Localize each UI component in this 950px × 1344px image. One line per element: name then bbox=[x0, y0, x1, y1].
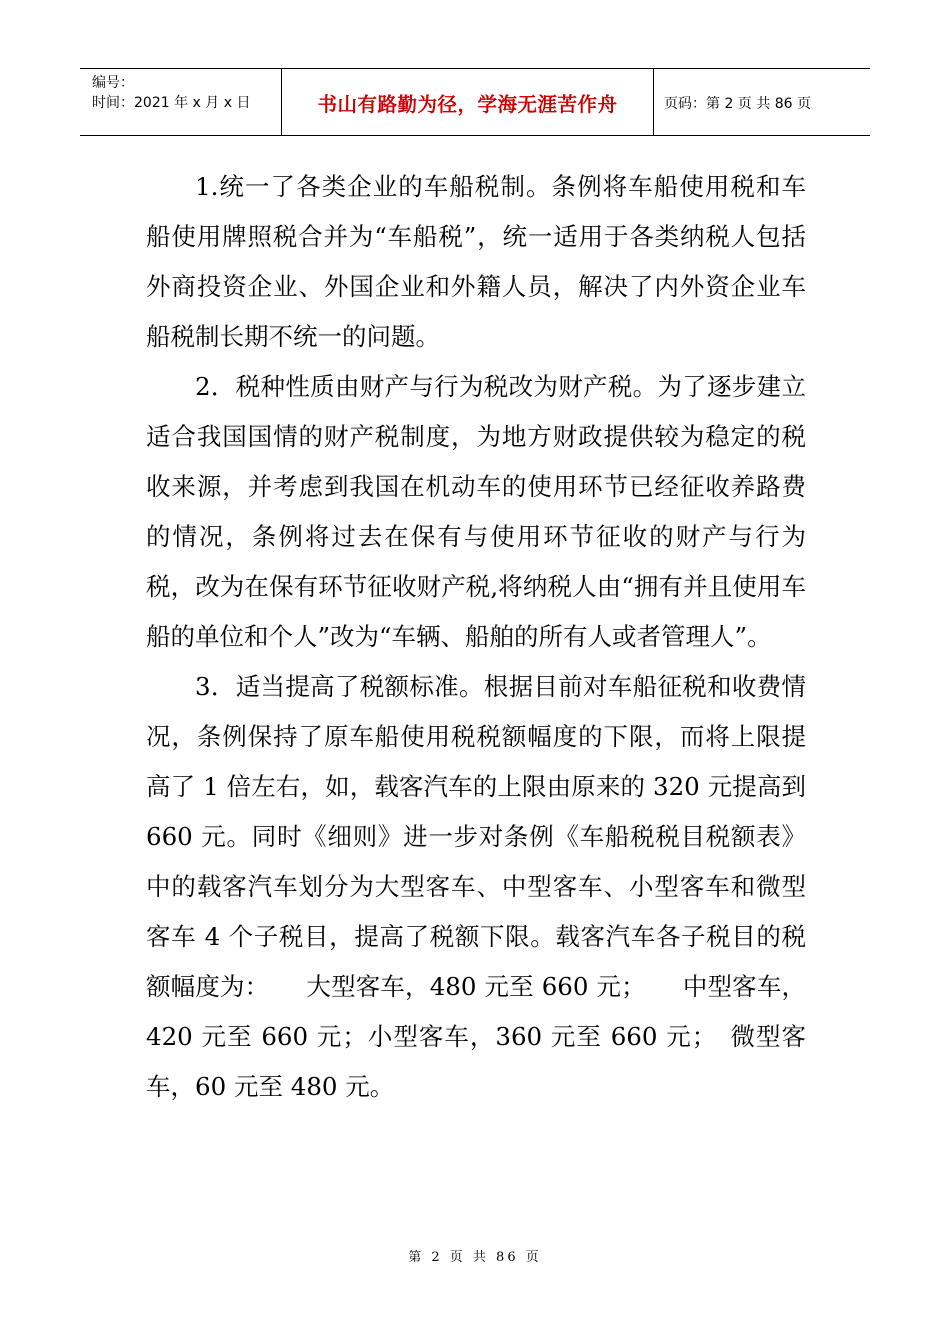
paragraph-1: 1.统一了各类企业的车船税制。条例将车船使用税和车船使用牌照税合并为“车船税”，统一适用于各类纳税人包括外商投资企业、外国企业和外籍人员，解决了内外资企业车船税制长期不统一的问题。 bbox=[146, 172, 806, 351]
page-header bbox=[80, 68, 870, 136]
paragraph-2: 2．税种性质由财产与行为税改为财产税。为了逐步建立适合我国国情的财产税制度，为地方财政提供较为稳定的税收来源，并考虑到我国在机动车的使用环节已经征收养路费的情况，条例将过去在保有与使用环节征收的财产与行为税，改为在保有环节征收财产税,将纳税人由“拥有并且使用车船的单位和个人”改为“车辆、船舶的所有人或者管理人”。 bbox=[146, 372, 806, 651]
header-motto: 书山有路勤为径，学海无涯苦作舟 bbox=[282, 69, 654, 135]
serial-number-label: 编号： bbox=[92, 75, 134, 91]
header-meta bbox=[80, 69, 282, 135]
paragraph-3: 3．适当提高了税额标准。根据目前对车船征税和收费情况，条例保持了原车船使用税税额幅度的下限，而将上限提高了 1 倍左右，如，载客汽车的上限由原来的 320 元提高到 660 元。同时《细则》进一步对条例《车船税税目税额表》中的载客汽车划分为大型客车、中型客车、小型客车和微型客车 4 个子税目，提高了税额下限。载客汽车各子税目的税额幅度为： 大型客车，480 元至 660 元； 中型客车，420 元至 660 元；小型客车，360 元至 660 元； 微型客车，60 元至 480 元。 bbox=[146, 672, 806, 1101]
page-footer: 第 2 页 共 86 页 bbox=[408, 1250, 542, 1265]
header-page-info: 页码：第 2 页 共 86 页 bbox=[664, 96, 811, 112]
document-body bbox=[146, 162, 806, 1112]
date-label: 时间：2021 年 x 月 x 日 bbox=[92, 95, 251, 111]
